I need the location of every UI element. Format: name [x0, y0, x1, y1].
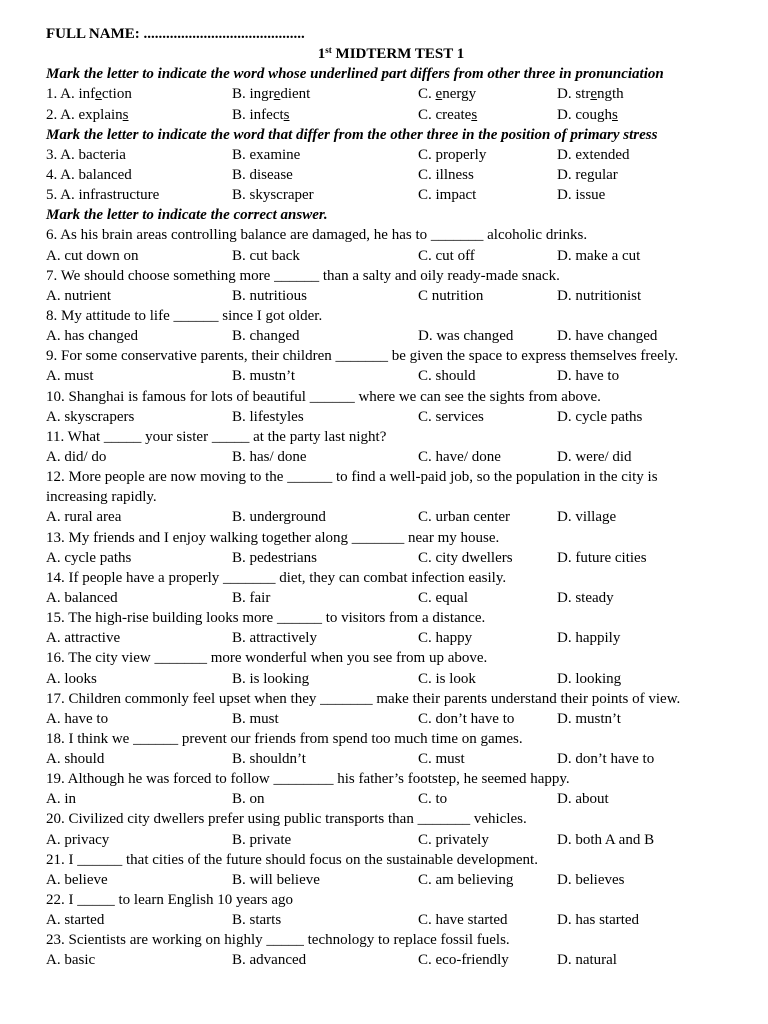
- option-text: C. city dwellers: [418, 549, 513, 566]
- answer-options-row: [46, 185, 736, 205]
- option-text: A. cycle paths: [46, 549, 132, 566]
- answer-option-b: [232, 165, 293, 185]
- question-stem: 15. The high-rise building looks more ______ to visitors from a distance.: [46, 610, 486, 627]
- answer-option-c: [418, 145, 486, 165]
- answer-option-d: [557, 628, 620, 648]
- question-stem: 18. I think we ______ prevent our friends from spend too much time on games.: [46, 730, 523, 747]
- answer-option-d: [557, 507, 616, 527]
- answer-option-a: [46, 548, 131, 568]
- option-text: A. nutrient: [46, 287, 111, 304]
- option-text: A. rural area: [46, 509, 122, 526]
- section-instruction: Mark the letter to indicate the correct answer.: [46, 207, 328, 224]
- answer-option-b: [232, 507, 326, 527]
- option-text: D. have to: [557, 368, 620, 385]
- answer-option-b: [232, 366, 295, 386]
- option-text: A. started: [46, 912, 105, 929]
- answer-option-d: [557, 105, 618, 125]
- question-stem: 7. We should choose something more ______ than a salty and oily ready-made snack.: [46, 267, 560, 284]
- option-text: 4. A. balanced: [46, 166, 132, 183]
- option-text: D. future cities: [557, 549, 647, 566]
- option-text: B. starts: [232, 912, 282, 929]
- answer-option-a: [46, 286, 111, 306]
- option-text: B. cut back: [232, 247, 300, 264]
- answer-options-row: [46, 910, 736, 930]
- answer-options-row: [46, 669, 736, 689]
- answer-option-d: [557, 145, 629, 165]
- option-text: C. services: [418, 408, 484, 425]
- answer-option-d: [557, 185, 605, 205]
- underlined-letters: s: [283, 106, 290, 123]
- answer-options-row: [46, 286, 736, 306]
- answer-option-b: [232, 789, 265, 809]
- question-stem: 12. More people are now moving to the ______ to find a well-paid job, so the population in the city is: [46, 469, 658, 486]
- option-text: D. was changed: [418, 328, 514, 345]
- answer-option-a: [46, 366, 94, 386]
- answer-option-d: [557, 789, 609, 809]
- answer-option-b: [232, 407, 304, 427]
- answer-option-c: [418, 910, 508, 930]
- option-text: A. attractive: [46, 630, 121, 647]
- option-text: B. on: [232, 791, 265, 808]
- full-name-line: [46, 24, 736, 44]
- answer-option-c: [418, 628, 472, 648]
- option-text: C. don’t have to: [418, 710, 515, 727]
- answer-option-a: [46, 709, 108, 729]
- answer-options-row: [46, 749, 736, 769]
- full-name-blank: ...........................................: [139, 26, 305, 42]
- answer-option-b: [232, 84, 310, 104]
- option-text: A. believe: [46, 871, 108, 888]
- answer-option-c: [418, 246, 475, 266]
- answer-option-d: [557, 588, 614, 608]
- option-text: B. lifestyles: [232, 408, 304, 425]
- option-text: C. equal: [418, 589, 468, 606]
- answer-option-b: [232, 669, 309, 689]
- option-text: B. underground: [232, 509, 326, 526]
- option-text: B. is looking: [232, 670, 310, 687]
- answer-option-c: [418, 789, 447, 809]
- answer-option-c: [418, 507, 510, 527]
- title-ordinal-suffix: st: [325, 45, 332, 56]
- option-text: D. str: [557, 86, 591, 103]
- answer-option-c: [418, 326, 513, 346]
- answer-options-row: [46, 588, 736, 608]
- answer-options-row: [46, 326, 736, 346]
- option-text: C. cut off: [418, 247, 475, 264]
- option-text-tail: nergy: [442, 86, 477, 103]
- question-stem: 20. Civilized city dwellers prefer using public transports than _______ vehicles.: [46, 811, 527, 828]
- option-text: C. have started: [418, 912, 508, 929]
- answer-option-d: [557, 326, 657, 346]
- option-text-tail: dient: [280, 86, 311, 103]
- question-stem: 14. If people have a properly _______ diet, they can combat infection easily.: [46, 569, 507, 586]
- underlined-letters: e: [435, 86, 443, 103]
- option-text: D. happily: [557, 630, 621, 647]
- question-stem: 19. Although he was forced to follow ________ his father’s footstep, he seemed happy.: [46, 771, 570, 788]
- answer-option-c: [418, 286, 483, 306]
- answer-options-row: [46, 830, 736, 850]
- option-text: B. disease: [232, 166, 293, 183]
- answer-option-a: [46, 910, 104, 930]
- answer-option-d: [557, 669, 621, 689]
- option-text: B. infect: [232, 106, 284, 123]
- underlined-letters: e: [590, 86, 598, 103]
- option-text: C. impact: [418, 187, 477, 204]
- option-text: B. advanced: [232, 952, 307, 969]
- answer-option-b: [232, 628, 317, 648]
- answer-options-row: [46, 246, 736, 266]
- option-text: D. natural: [557, 952, 617, 969]
- option-text: D. has started: [557, 912, 640, 929]
- answer-option-a: [46, 447, 106, 467]
- option-text: B. mustn’t: [232, 368, 296, 385]
- answer-option-a: [46, 105, 129, 125]
- answer-option-b: [232, 246, 300, 266]
- answer-options-row: [46, 105, 736, 125]
- answer-option-a: [46, 246, 139, 266]
- title-text: MIDTERM TEST 1: [331, 46, 465, 63]
- answer-option-a: [46, 830, 109, 850]
- option-text: C. must: [418, 751, 465, 768]
- answer-option-b: [232, 548, 317, 568]
- option-text: B. pedestrians: [232, 549, 317, 566]
- underlined-letters: e: [95, 86, 102, 103]
- test-sheet: [46, 24, 736, 971]
- underlined-letters: s: [122, 106, 129, 123]
- option-text: D. have changed: [557, 328, 658, 345]
- option-text: 2. A. explain: [46, 106, 123, 123]
- option-text: C. am believing: [418, 871, 514, 888]
- answer-option-c: [418, 950, 509, 970]
- answer-option-b: [232, 588, 270, 608]
- answer-options-row: [46, 870, 736, 890]
- option-text: A. skyscrapers: [46, 408, 135, 425]
- option-text: A. cut down on: [46, 247, 139, 264]
- option-text: C nutrition: [418, 287, 484, 304]
- option-text: B. skyscraper: [232, 187, 314, 204]
- option-text: B. ingr: [232, 86, 274, 103]
- option-text: 5. A. infrastructure: [46, 187, 160, 204]
- answer-option-a: [46, 588, 118, 608]
- option-text: D. mustn’t: [557, 710, 621, 727]
- option-text: D. were/ did: [557, 448, 632, 465]
- question-stem: 8. My attitude to life ______ since I got older.: [46, 307, 323, 324]
- answer-option-c: [418, 407, 484, 427]
- option-text: B. changed: [232, 328, 300, 345]
- option-text: A. basic: [46, 952, 96, 969]
- answer-option-d: [557, 246, 640, 266]
- option-text: D. about: [557, 791, 609, 808]
- option-text: A. did/ do: [46, 448, 107, 465]
- option-text: D. extended: [557, 146, 630, 163]
- answer-option-a: [46, 749, 104, 769]
- question-stem: 13. My friends and I enjoy walking together along _______ near my house.: [46, 529, 500, 546]
- answer-option-d: [557, 84, 624, 104]
- option-text: D. cycle paths: [557, 408, 643, 425]
- question-stem: 16. The city view _______ more wonderful when you see from up above.: [46, 650, 488, 667]
- answer-option-b: [232, 326, 299, 346]
- test-title: [46, 44, 736, 64]
- answer-option-b: [232, 286, 307, 306]
- answer-option-a: [46, 950, 95, 970]
- option-text: B. nutritious: [232, 287, 308, 304]
- answer-option-a: [46, 326, 138, 346]
- answer-option-c: [418, 830, 489, 850]
- full-name-label: FULL NAME:: [46, 26, 140, 42]
- option-text: C. to: [418, 791, 448, 808]
- answer-option-a: [46, 507, 121, 527]
- answer-option-a: [46, 628, 120, 648]
- option-text: B. has/ done: [232, 448, 307, 465]
- answer-option-a: [46, 185, 159, 205]
- title-ordinal: 1: [317, 46, 326, 63]
- answer-options-row: [46, 709, 736, 729]
- option-text-tail: ction: [101, 86, 132, 103]
- answer-option-c: [418, 105, 477, 125]
- answer-option-b: [232, 709, 279, 729]
- option-text: D. issue: [557, 187, 606, 204]
- answer-option-d: [557, 286, 641, 306]
- answer-option-a: [46, 407, 134, 427]
- option-text: D. nutritionist: [557, 287, 642, 304]
- answer-options-row: [46, 165, 736, 185]
- underlined-letters: s: [612, 106, 618, 123]
- option-text: A. must: [46, 368, 94, 385]
- question-stem: 6. As his brain areas controlling balance are damaged, he has to _______ alcoholic drinks.: [46, 227, 588, 244]
- option-text: D. make a cut: [557, 247, 641, 264]
- answer-option-d: [557, 407, 642, 427]
- answer-options-row: [46, 789, 736, 809]
- option-text: A. have to: [46, 710, 109, 727]
- answer-options-row: [46, 950, 736, 970]
- question-sections: [46, 64, 736, 970]
- option-text: A. has changed: [46, 328, 139, 345]
- answer-options-row: [46, 447, 736, 467]
- answer-option-d: [557, 830, 654, 850]
- option-text: B. shouldn’t: [232, 751, 306, 768]
- question-stem: increasing rapidly.: [46, 489, 157, 506]
- answer-option-d: [557, 950, 617, 970]
- option-text: B. attractively: [232, 630, 317, 647]
- option-text: C. have/ done: [418, 448, 501, 465]
- answer-option-a: [46, 165, 132, 185]
- answer-option-d: [557, 910, 639, 930]
- answer-option-b: [232, 749, 306, 769]
- option-text: D. village: [557, 509, 617, 526]
- option-text: A. should: [46, 751, 105, 768]
- answer-option-a: [46, 870, 108, 890]
- answer-option-c: [418, 870, 513, 890]
- option-text: 1. A. inf: [46, 86, 96, 103]
- question-stem: 23. Scientists are working on highly _____ technology to replace fossil fuels.: [46, 932, 510, 949]
- answer-option-c: [418, 588, 468, 608]
- question-stem: 22. I _____ to learn English 10 years ago: [46, 892, 294, 909]
- option-text: D. don’t have to: [557, 751, 655, 768]
- answer-option-c: [418, 749, 465, 769]
- answer-option-b: [232, 950, 306, 970]
- option-text: A. balanced: [46, 589, 118, 606]
- option-text: D. looking: [557, 670, 622, 687]
- underlined-letters: s: [471, 106, 478, 123]
- answer-option-c: [418, 548, 513, 568]
- answer-options-row: [46, 145, 736, 165]
- answer-option-b: [232, 447, 307, 467]
- option-text: 3. A. bacteria: [46, 146, 126, 163]
- answer-option-d: [557, 709, 621, 729]
- option-text: B. private: [232, 831, 292, 848]
- option-text: C. eco-friendly: [418, 952, 509, 969]
- answer-option-d: [557, 165, 618, 185]
- answer-option-b: [232, 105, 290, 125]
- answer-option-b: [232, 830, 291, 850]
- answer-option-d: [557, 870, 624, 890]
- answer-options-row: [46, 407, 736, 427]
- answer-options-row: [46, 366, 736, 386]
- option-text: D. regular: [557, 166, 618, 183]
- option-text: C. properly: [418, 146, 487, 163]
- section-instruction: Mark the letter to indicate the word that differ from the other three in the position of primary stress: [46, 126, 658, 143]
- answer-option-c: [418, 709, 514, 729]
- answer-options-row: [46, 548, 736, 568]
- answer-option-c: [418, 185, 476, 205]
- option-text: D. both A and B: [557, 831, 655, 848]
- answer-option-b: [232, 185, 314, 205]
- option-text: C. urban center: [418, 509, 511, 526]
- option-text: A. in: [46, 791, 76, 808]
- option-text: C. create: [418, 106, 472, 123]
- answer-options-row: [46, 84, 736, 104]
- answer-option-c: [418, 366, 476, 386]
- answer-option-d: [557, 548, 647, 568]
- option-text: C. is look: [418, 670, 476, 687]
- answer-option-a: [46, 669, 97, 689]
- question-stem: 10. Shanghai is famous for lots of beautiful ______ where we can see the sights from above.: [46, 388, 601, 405]
- section-instruction: Mark the letter to indicate the word whose underlined part differs from other three in pronunciation: [46, 66, 664, 83]
- answer-option-b: [232, 870, 320, 890]
- answer-option-a: [46, 84, 132, 104]
- option-text: C. privately: [418, 831, 489, 848]
- option-text: A. looks: [46, 670, 97, 687]
- option-text: B. must: [232, 710, 279, 727]
- answer-option-c: [418, 447, 501, 467]
- option-text: D. cough: [557, 106, 612, 123]
- answer-option-c: [418, 84, 476, 104]
- option-text: C. happy: [418, 630, 473, 647]
- answer-option-b: [232, 910, 281, 930]
- answer-option-c: [418, 669, 476, 689]
- answer-option-a: [46, 145, 126, 165]
- answer-options-row: [46, 507, 736, 527]
- question-stem: 21. I ______ that cities of the future should focus on the sustainable development.: [46, 851, 538, 868]
- question-stem: 11. What _____ your sister _____ at the party last night?: [46, 428, 387, 445]
- option-text: B. will believe: [232, 871, 320, 888]
- answer-option-b: [232, 145, 300, 165]
- question-stem: 17. Children commonly feel upset when they _______ make their parents understand their points of view.: [46, 690, 681, 707]
- option-text: C. should: [418, 368, 476, 385]
- answer-option-d: [557, 447, 632, 467]
- answer-option-d: [557, 366, 619, 386]
- answer-option-d: [557, 749, 654, 769]
- option-text: A. privacy: [46, 831, 110, 848]
- question-stem: 9. For some conservative parents, their children _______ be given the space to express themselves freely.: [46, 348, 679, 365]
- answer-options-row: [46, 628, 736, 648]
- answer-option-a: [46, 789, 76, 809]
- option-text: B. examine: [232, 146, 301, 163]
- answer-option-c: [418, 165, 474, 185]
- underlined-letters: e: [273, 86, 281, 103]
- option-text: D. steady: [557, 589, 614, 606]
- option-text: D. believes: [557, 871, 625, 888]
- option-text: C. illness: [418, 166, 474, 183]
- option-text-tail: ngth: [597, 86, 624, 103]
- option-text: B. fair: [232, 589, 271, 606]
- option-text: C.: [418, 86, 436, 103]
